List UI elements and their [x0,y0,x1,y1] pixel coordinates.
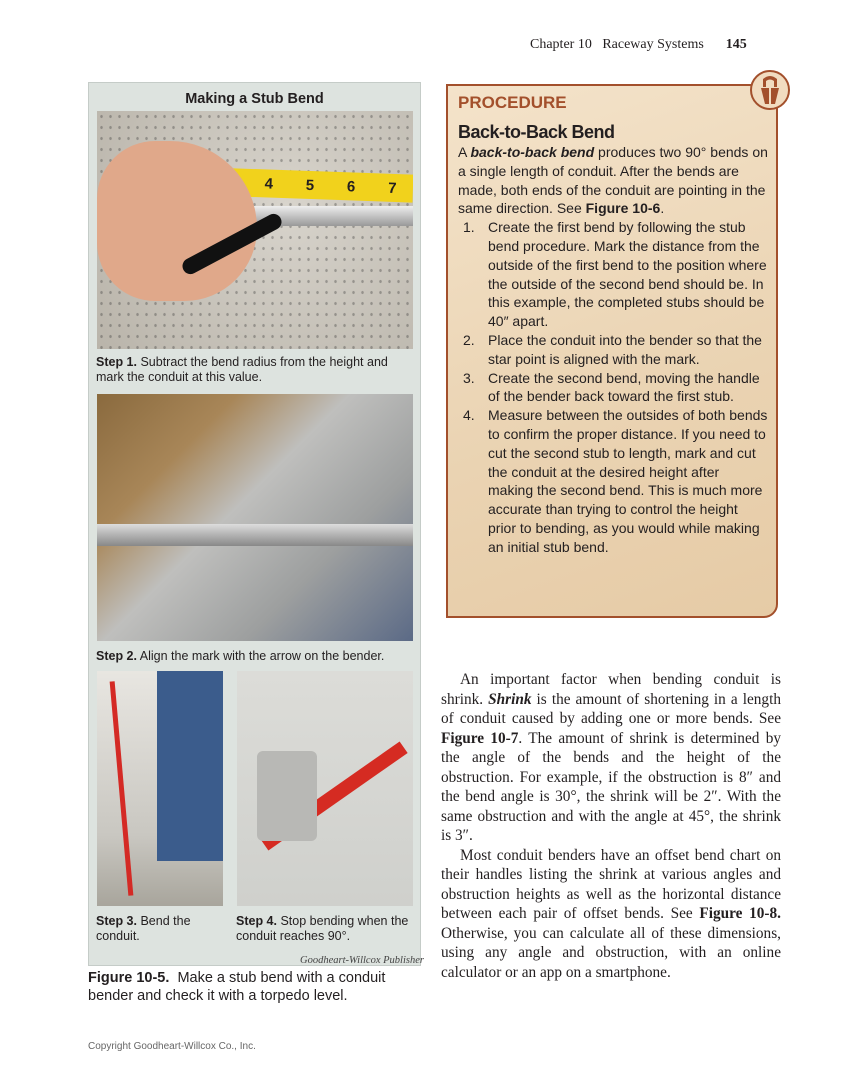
tape-measure: 4 5 6 7 [207,167,413,202]
step1-caption: Step 1. Subtract the bend radius from the height and mark the conduit at this value. [96,355,388,384]
figure-credit: Goodheart-Willcox Publisher [300,955,424,966]
figure-panel [88,82,421,966]
procedure-step: 4. Measure between the outsides of both bends to confirm the proper distance. If you need to cut the second stub to length, mark and cut the conduit at the desired height after making the second bend. This is much more accurate than trying to control the height prior to bending, as you would while making an initial stub bend. [463,407,768,555]
step2-photo [97,394,413,641]
copyright: Copyright Goodheart-Willcox Co., Inc. [88,1041,256,1052]
chapter-title: Chapter 10 Raceway Systems [530,37,704,52]
page-number: 145 [725,37,747,52]
paragraph: An important factor when bending conduit is shrink. Shrink is the amount of shortening in a length of conduit caused by adding one or more bends. See Figure 10-7. The amount of shrink is determined by the angle of the bends and the height of the obstruction. For example, if the obstruction is 8″ and the bend angle is 30°, the shrink will be 2″. With the same obstruction and with the angle at 45°, the shrink is 3″. [441,671,781,844]
figure-caption: Figure 10-5. Make a stub bend with a conduit bender and check it with a torpedo level. [88,970,390,1004]
step3-caption: Step 3. Bend the conduit. [96,914,191,943]
figure-title: Making a Stub Bend [185,91,324,107]
running-header [530,37,747,53]
step4-photo [237,671,413,906]
step4-caption: Step 4. Stop bending when the conduit reaches 90°. [236,914,409,943]
paragraph: Most conduit benders have an offset bend chart on their handles listing the shrink at various angles and obstruction heights as well as the horizontal distance between each pair of offset bends. See Figure 10-8. Otherwise, you can calculate all of these dimensions, using any angle and obstruction, with an online calculator or an app on a smartphone. [441,846,781,981]
procedure-box [446,84,778,618]
procedure-label: PROCEDURE [458,93,567,112]
procedure-tool-icon [750,70,790,110]
procedure-step: 3. Create the second bend, moving the handle of the bender back toward the first stub. [463,369,760,405]
procedure-intro: A back-to-back bend produces two 90° bends on a single length of conduit. After the bends are made, both ends of the conduit are pointing in the same direction. See Figure 10-6. [458,144,768,217]
step3-photo [97,671,223,906]
step2-caption: Step 2. Align the mark with the arrow on the bender. [96,649,385,663]
procedure-title: Back-to-Back Bend [458,122,615,142]
procedure-step: 2. Place the conduit into the bender so that the star point is aligned with the mark. [463,331,762,367]
body-text [441,670,781,982]
procedure-step: 1. Create the first bend by following the stub bend procedure. Mark the distance from the outside of the first bend to the position where the outside of the second bend should be. In this example, the completed stubs should be 40″ apart. [463,219,767,330]
procedure-steps [458,218,768,556]
step1-photo [97,111,413,349]
